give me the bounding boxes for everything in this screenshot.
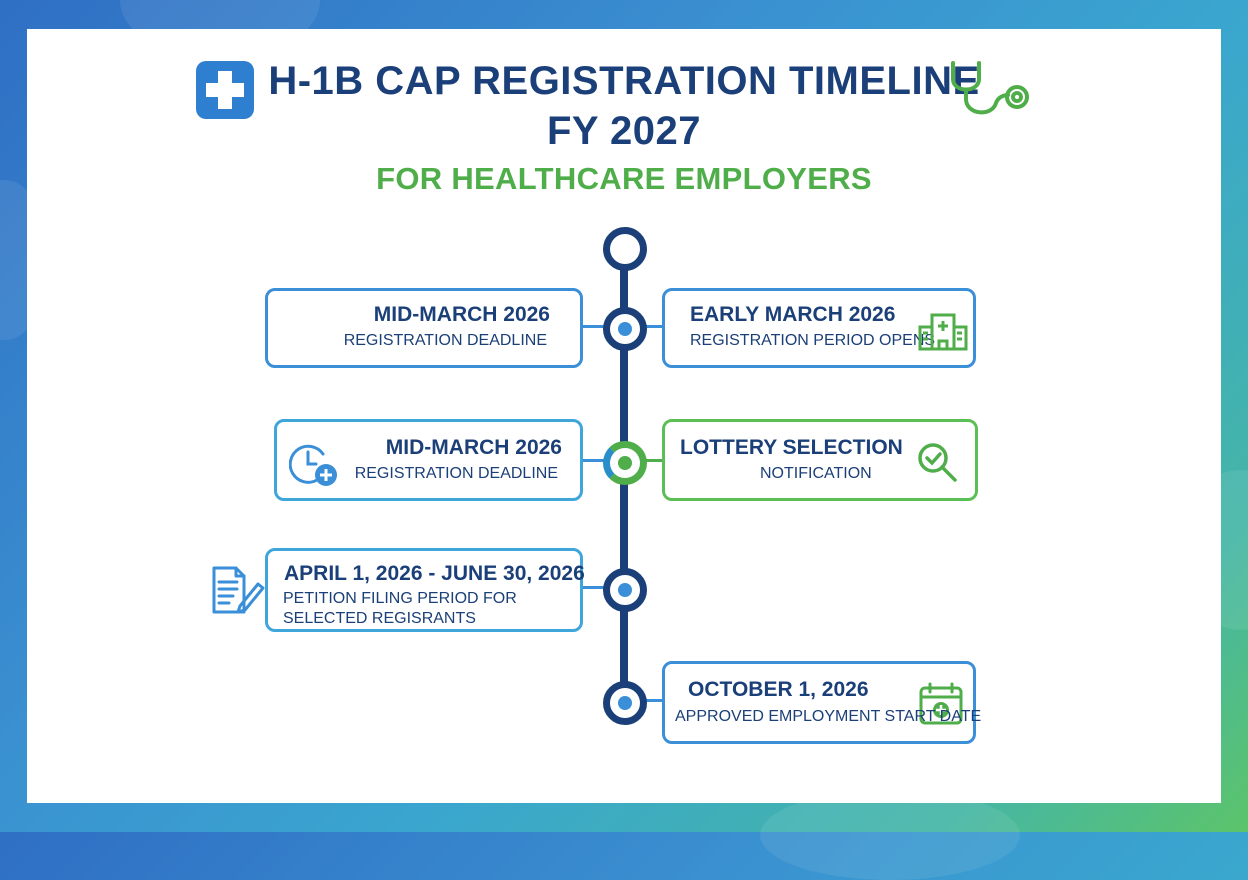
stethoscope-icon [945, 57, 1035, 123]
card-3-date: MID-MARCH 2026 [385, 436, 562, 459]
card-1-date: MID-MARCH 2026 [373, 303, 550, 326]
timeline-node-1 [603, 307, 647, 351]
card-1-description: REGISTRATION DEADLINE [343, 332, 547, 349]
page-title-line2: FY 2027 [547, 109, 701, 153]
infographic-panel [27, 29, 1221, 803]
card-6-date: OCTOBER 1, 2026 [688, 678, 869, 701]
card-5-date-range: APRIL 1, 2026 - JUNE 30, 2026 [284, 562, 585, 585]
card-4-title: LOTTERY SELECTION [680, 436, 903, 459]
card-3-description: REGISTRATION DEADLINE [354, 465, 558, 482]
card-2-description: REGISTRATION PERIOD OPENS [690, 332, 936, 349]
document-pen-icon [210, 564, 266, 616]
hospital-icon [918, 311, 968, 351]
magnifier-check-icon [915, 440, 961, 486]
timeline-card-4 [662, 419, 978, 501]
timeline-node-2 [603, 441, 647, 485]
card-6-description: APPROVED EMPLOYMENT START DATE [675, 708, 982, 725]
card-4-description: NOTIFICATION [760, 465, 872, 482]
clock-plus-icon [289, 442, 341, 488]
timeline-card-5 [265, 548, 583, 632]
timeline-start-node [603, 227, 647, 271]
card-2-date: EARLY MARCH 2026 [690, 303, 896, 326]
timeline-card-2 [662, 288, 976, 368]
page-title-line1: H-1B CAP REGISTRATION TIMELINE [268, 59, 980, 103]
timeline-node-4 [603, 681, 647, 725]
timeline-card-3 [274, 419, 583, 501]
page-subtitle: FOR HEALTHCARE EMPLOYERS [376, 161, 872, 196]
timeline-card-6 [662, 661, 982, 744]
timeline-card-1 [265, 288, 583, 368]
timeline-node-3 [603, 568, 647, 612]
card-5-description: PETITION FILING PERIOD FOR SELECTED REGISRANTS [283, 590, 517, 627]
